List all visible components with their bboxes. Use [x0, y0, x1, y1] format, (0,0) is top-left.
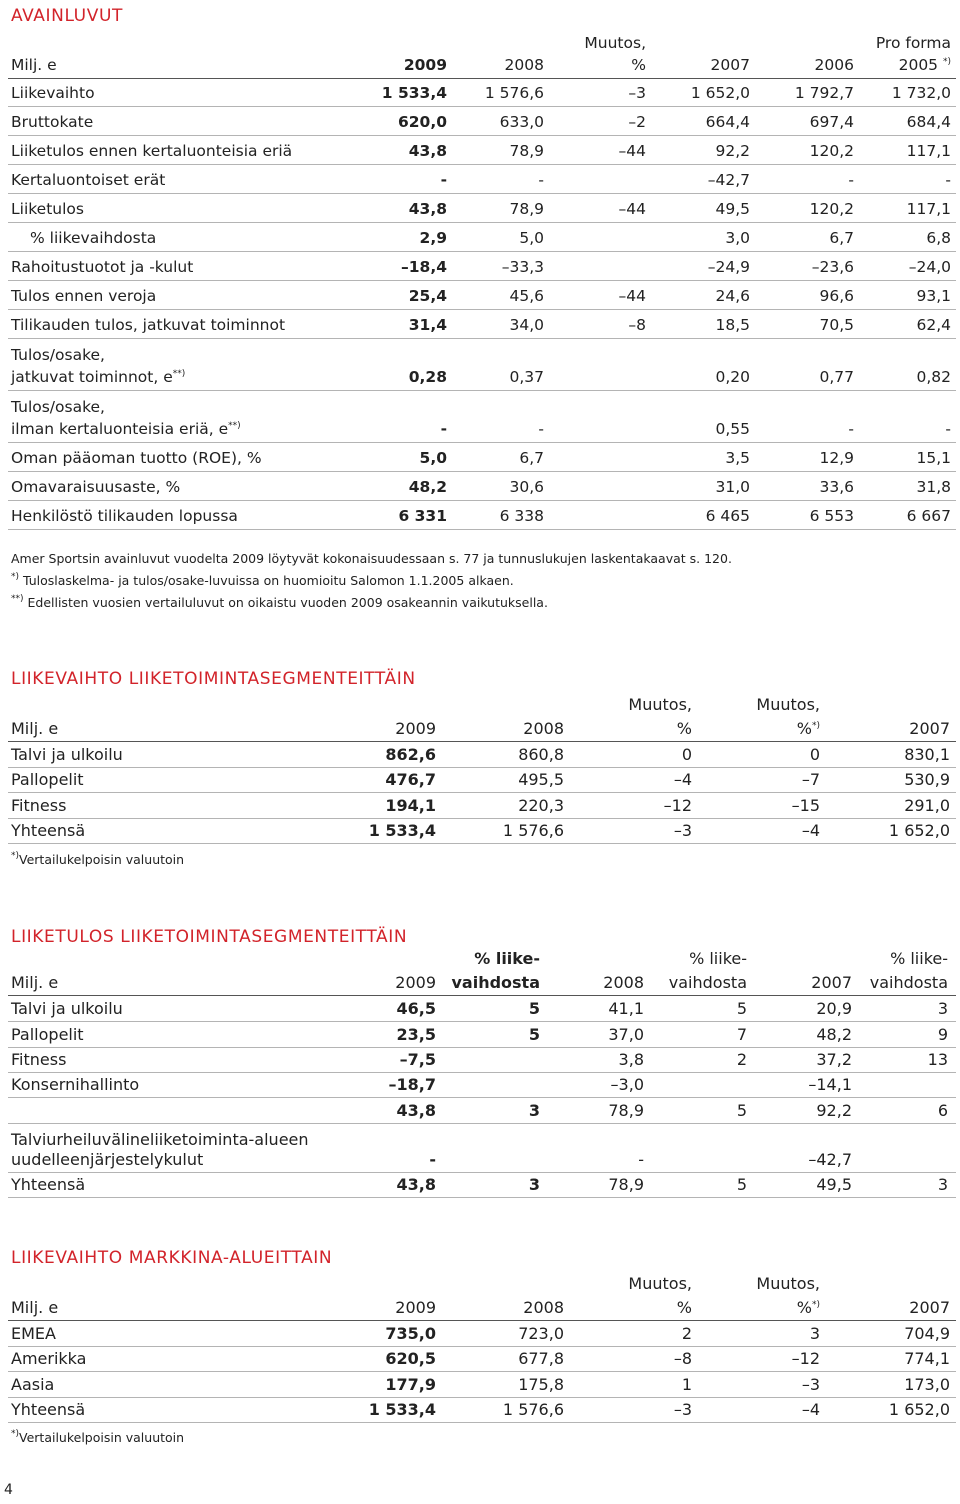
note-liikevaihto-markkina: *)Vertailukelpoisin valuutoin — [11, 1429, 185, 1445]
cell-v2009: 0,28 — [408, 368, 447, 386]
cell-v2009: 25,4 — [408, 287, 447, 305]
row-divider — [8, 500, 956, 501]
cell-v2009: 2,9 — [419, 229, 447, 247]
row-divider — [8, 164, 956, 165]
cell-v2008: 30,6 — [509, 478, 544, 496]
cell-v2008: 1 576,6 — [502, 821, 564, 840]
cell-v2007: 664,4 — [705, 113, 750, 131]
cell-v2007: 92,2 — [715, 142, 750, 160]
cell-m2: –7 — [801, 770, 820, 789]
cell-v2008: 6,7 — [519, 449, 544, 467]
row-label: Yhteensä — [11, 1175, 86, 1194]
cell-v2008: 34,0 — [509, 316, 544, 334]
row-label-footnote: **) — [228, 421, 241, 431]
header-milj: Milj. e — [11, 973, 59, 992]
header-2007: 2007 — [710, 56, 750, 74]
row-label: Liiketulos — [11, 200, 84, 218]
section-title-liiketulos-segmentit: LIIKETULOS LIIKETOIMINTASEGMENTEITTÄIN — [11, 927, 408, 947]
row-label: Omavaraisuusaste, % — [11, 478, 181, 496]
header-muutos-pct: % — [676, 719, 692, 738]
row-label: Pallopelit — [11, 1025, 84, 1044]
cell-v2006: 96,6 — [819, 287, 854, 305]
cell-v2007: 1 652,0 — [888, 821, 950, 840]
row-label — [11, 368, 185, 386]
row-divider — [8, 251, 956, 252]
cell-v2006: 1 792,7 — [794, 84, 854, 102]
row-divider — [8, 1047, 956, 1048]
cell-v2005: 117,1 — [906, 200, 951, 218]
cell-m2: –3 — [801, 1375, 820, 1394]
row-divider — [8, 818, 956, 819]
row-label: uudelleenjärjestelykulut — [11, 1150, 204, 1169]
row-divider — [8, 1371, 956, 1372]
cell-v2008: 175,8 — [518, 1375, 564, 1394]
row-divider — [8, 1397, 956, 1398]
cell-v2005: 93,1 — [916, 287, 951, 305]
cell-v2008: 78,9 — [608, 1101, 644, 1120]
cell-v2008: - — [638, 1150, 644, 1169]
cell-v2009: - — [440, 420, 447, 438]
row-divider — [8, 471, 956, 472]
header-2009: 2009 — [403, 56, 447, 74]
cell-v2009: 48,2 — [408, 478, 447, 496]
row-label: Liiketulos ennen kertaluonteisia eriä — [11, 142, 293, 160]
cell-v2009: - — [440, 171, 447, 189]
cell-v2009: 23,5 — [396, 1025, 436, 1044]
row-divider — [8, 767, 956, 768]
note-liikevaihto-segmentit: *)Vertailukelpoisin valuutoin — [11, 851, 185, 867]
header-milj: Milj. e — [11, 56, 57, 74]
cell-v2009: 5,0 — [419, 449, 447, 467]
cell-v2007: 49,5 — [816, 1175, 852, 1194]
header-2006: 2006 — [814, 56, 854, 74]
cell-chg: –3 — [628, 84, 646, 102]
cell-v2009: 43,8 — [396, 1101, 436, 1120]
cell-p2008: 5 — [736, 1101, 747, 1120]
cell-v2009: 46,5 — [396, 999, 436, 1018]
row-label: Yhteensä — [11, 821, 86, 840]
cell-v2007: 530,9 — [904, 770, 950, 789]
cell-v2008: 78,9 — [509, 200, 544, 218]
page-number: 4 — [4, 1482, 13, 1498]
cell-v2006: - — [848, 171, 854, 189]
header-muutos: Muutos, — [584, 34, 646, 52]
cell-p2008: 7 — [736, 1025, 747, 1044]
cell-m2: –15 — [791, 796, 820, 815]
section-title-avainluvut: AVAINLUVUT — [11, 6, 123, 26]
row-divider — [8, 1021, 956, 1022]
row-label: Konsernihallinto — [11, 1075, 140, 1094]
cell-chg: –2 — [628, 113, 646, 131]
header-pct-2009: % liike- — [474, 949, 540, 968]
cell-v2008: 45,6 — [509, 287, 544, 305]
row-label: Tilikauden tulos, jatkuvat toiminnot — [11, 316, 286, 334]
cell-v2009: 862,6 — [385, 745, 436, 764]
header-muutos-fx: Muutos, — [756, 1274, 820, 1293]
cell-v2005: 0,82 — [916, 368, 951, 386]
header-muutos-fx-pct: %*) — [796, 1298, 820, 1317]
row-label: Henkilöstö tilikauden lopussa — [11, 507, 238, 525]
row-divider — [8, 280, 956, 281]
cell-v2007: 1 652,0 — [888, 1400, 950, 1419]
cell-v2005: - — [945, 171, 951, 189]
cell-v2008: 723,0 — [518, 1324, 564, 1343]
cell-v2008: 633,0 — [499, 113, 544, 131]
cell-v2009: 1 533,4 — [368, 1400, 436, 1419]
cell-v2009: 735,0 — [385, 1324, 436, 1343]
row-label: Pallopelit — [11, 770, 84, 789]
header-2007: 2007 — [811, 973, 852, 992]
cell-v2008: 677,8 — [518, 1349, 564, 1368]
cell-v2005: 1 732,0 — [891, 84, 951, 102]
header-divider — [8, 1320, 956, 1321]
row-label-text: jatkuvat toiminnot, e — [11, 368, 173, 386]
row-label-line1: Tulos/osake, — [11, 346, 105, 364]
row-label: Rahoitustuotot ja -kulut — [11, 258, 194, 276]
cell-v2005: 6 667 — [906, 507, 951, 525]
cell-chg: –8 — [628, 316, 646, 334]
cell-v2008: 495,5 — [518, 770, 564, 789]
cell-v2006: 6 553 — [809, 507, 854, 525]
row-label-line1: Tulos/osake, — [11, 398, 105, 416]
header-2007: 2007 — [909, 719, 950, 738]
cell-v2007: –42,7 — [707, 171, 750, 189]
cell-v2009: 43,8 — [396, 1175, 436, 1194]
row-label: Fitness — [11, 796, 67, 815]
row-divider — [8, 792, 956, 793]
cell-p2007: 9 — [937, 1025, 948, 1044]
cell-v2007: –14,1 — [808, 1075, 852, 1094]
cell-v2007: 48,2 — [816, 1025, 852, 1044]
cell-chg: –44 — [618, 200, 646, 218]
cell-p2008: 2 — [736, 1050, 747, 1069]
cell-chg: –44 — [618, 142, 646, 160]
row-label: Yhteensä — [11, 1400, 86, 1419]
row-label: Tulos ennen veroja — [11, 287, 157, 305]
cell-v2005: 31,8 — [916, 478, 951, 496]
row-divider — [8, 338, 956, 339]
cell-v2008: 0,37 — [509, 368, 544, 386]
cell-v2005: 117,1 — [906, 142, 951, 160]
cell-m2: 3 — [809, 1324, 820, 1343]
row-label: Aasia — [11, 1375, 55, 1394]
cell-v2009: 620,0 — [397, 113, 447, 131]
cell-v2007: 774,1 — [904, 1349, 950, 1368]
cell-v2007: 830,1 — [904, 745, 950, 764]
cell-v2007: 37,2 — [816, 1050, 852, 1069]
row-label: Amerikka — [11, 1349, 87, 1368]
header-2008: 2008 — [504, 56, 544, 74]
row-label: Talvi ja ulkoilu — [11, 745, 123, 764]
header-pct-2008-b: vaihdosta — [668, 973, 747, 992]
row-divider — [8, 106, 956, 107]
header-pct-2007: % liike- — [890, 949, 948, 968]
cell-m1: 1 — [681, 1375, 692, 1394]
note-avainluvut-2: *) Tuloslaskelma- ja tulos/osake-luvuissa on huomioitu Salomon 1.1.2005 alkaen. — [11, 572, 514, 588]
cell-v2009: - — [429, 1150, 436, 1169]
cell-v2008: 6 338 — [499, 507, 544, 525]
header-divider — [8, 741, 956, 742]
cell-p2008: 5 — [736, 1175, 747, 1194]
header-2009: 2009 — [395, 1298, 436, 1317]
cell-v2006: 70,5 — [819, 316, 854, 334]
header-muutos-fx: Muutos, — [756, 695, 820, 714]
cell-v2008: 78,9 — [608, 1175, 644, 1194]
row-divider — [8, 1072, 956, 1073]
cell-v2007: 0,55 — [715, 420, 750, 438]
cell-p2007: 3 — [937, 999, 948, 1018]
cell-v2008: 220,3 — [518, 796, 564, 815]
cell-v2006: 697,4 — [809, 113, 854, 131]
header-muutos-pct: % — [631, 56, 646, 74]
cell-v2007: 20,9 — [816, 999, 852, 1018]
header-muutos: Muutos, — [628, 695, 692, 714]
cell-m1: 2 — [681, 1324, 692, 1343]
row-divider — [8, 1346, 956, 1347]
cell-p2009: 5 — [528, 1025, 540, 1044]
cell-p2009: 3 — [528, 1175, 540, 1194]
cell-v2008: 3,8 — [618, 1050, 644, 1069]
cell-m2: –4 — [801, 821, 820, 840]
row-label: Kertaluontoiset erät — [11, 171, 166, 189]
header-muutos-pct: % — [676, 1298, 692, 1317]
cell-p2007: 13 — [927, 1050, 948, 1069]
cell-v2007: 31,0 — [715, 478, 750, 496]
note-avainluvut-1: Amer Sportsin avainluvut vuodelta 2009 löytyvät kokonaisuudessaan s. 77 ja tunnuslukujen laskentakaavat s. 120. — [11, 551, 732, 566]
row-label: Talvi ja ulkoilu — [11, 999, 123, 1018]
header-2008: 2008 — [523, 1298, 564, 1317]
cell-v2007: 92,2 — [816, 1101, 852, 1120]
row-divider — [8, 1172, 956, 1173]
cell-v2008: 78,9 — [509, 142, 544, 160]
header-pct-2008: % liike- — [689, 949, 747, 968]
cell-m2: –12 — [791, 1349, 820, 1368]
row-divider — [8, 135, 956, 136]
row-divider — [8, 222, 956, 223]
cell-v2007: –24,9 — [707, 258, 750, 276]
cell-v2009: 1 533,4 — [381, 84, 447, 102]
cell-v2008: –33,3 — [501, 258, 544, 276]
cell-v2009: 43,8 — [408, 142, 447, 160]
row-label: Bruttokate — [11, 113, 94, 131]
cell-v2009: 194,1 — [385, 796, 436, 815]
header-2008: 2008 — [603, 973, 644, 992]
header-muutos-fx-pct: %*) — [796, 719, 820, 738]
cell-v2008: - — [538, 420, 544, 438]
cell-v2008: 41,1 — [608, 999, 644, 1018]
cell-v2007: 6 465 — [705, 507, 750, 525]
cell-v2006: 120,2 — [809, 142, 854, 160]
cell-v2006: - — [848, 420, 854, 438]
header-2007: 2007 — [909, 1298, 950, 1317]
cell-p2008: 5 — [736, 999, 747, 1018]
section-title-liikevaihto-segmentit: LIIKEVAIHTO LIIKETOIMINTASEGMENTEITTÄIN — [11, 669, 416, 689]
cell-m2: 0 — [809, 745, 820, 764]
cell-v2008: 5,0 — [519, 229, 544, 247]
header-pct-2009-b: vaihdosta — [451, 973, 540, 992]
cell-v2007: 173,0 — [904, 1375, 950, 1394]
cell-v2008: –3,0 — [610, 1075, 644, 1094]
header-2005: 2005 *) — [898, 56, 951, 74]
cell-v2005: 15,1 — [916, 449, 951, 467]
cell-v2005: 6,8 — [926, 229, 951, 247]
cell-m1: –12 — [663, 796, 692, 815]
cell-v2006: 6,7 — [829, 229, 854, 247]
cell-v2006: 33,6 — [819, 478, 854, 496]
cell-v2008: 37,0 — [608, 1025, 644, 1044]
cell-v2008: 860,8 — [518, 745, 564, 764]
cell-m1: –3 — [673, 1400, 692, 1419]
row-label: % liikevaihdosta — [30, 229, 157, 247]
cell-v2007: 291,0 — [904, 796, 950, 815]
row-divider — [8, 1197, 956, 1198]
row-divider — [8, 390, 956, 391]
cell-v2007: 1 652,0 — [690, 84, 750, 102]
cell-v2009: –7,5 — [399, 1050, 436, 1069]
section-title-liikevaihto-markkina: LIIKEVAIHTO MARKKINA-ALUEITTAIN — [11, 1248, 333, 1268]
cell-v2007: 24,6 — [715, 287, 750, 305]
row-divider — [8, 529, 956, 530]
cell-p2009: 5 — [528, 999, 540, 1018]
cell-v2009: 1 533,4 — [368, 821, 436, 840]
cell-v2007: 49,5 — [715, 200, 750, 218]
row-divider — [8, 843, 956, 844]
row-label-line1: Talviurheiluvälineliiketoiminta-alueen — [11, 1130, 309, 1149]
cell-v2009: –18,7 — [388, 1075, 436, 1094]
cell-m1: –4 — [673, 770, 692, 789]
cell-v2008: 1 576,6 — [484, 84, 544, 102]
cell-v2005: - — [945, 420, 951, 438]
cell-v2009: 6 331 — [398, 507, 447, 525]
cell-v2009: 476,7 — [385, 770, 436, 789]
cell-v2006: 0,77 — [819, 368, 854, 386]
row-label-footnote: **) — [172, 369, 186, 379]
cell-v2007: 704,9 — [904, 1324, 950, 1343]
row-divider — [8, 442, 956, 443]
cell-v2009: 31,4 — [408, 316, 447, 334]
header-divider — [8, 78, 956, 79]
cell-chg: –44 — [618, 287, 646, 305]
cell-m1: 0 — [681, 745, 692, 764]
header-2009: 2009 — [395, 973, 436, 992]
header-2008: 2008 — [523, 719, 564, 738]
row-label: Fitness — [11, 1050, 67, 1069]
header-milj: Milj. e — [11, 1298, 59, 1317]
cell-v2009: 43,8 — [408, 200, 447, 218]
header-pct-2007-b: vaihdosta — [869, 973, 948, 992]
cell-v2009: 177,9 — [385, 1375, 436, 1394]
header-divider — [8, 995, 956, 996]
cell-v2005: –24,0 — [908, 258, 951, 276]
row-label — [11, 420, 241, 438]
cell-m2: –4 — [801, 1400, 820, 1419]
cell-p2007: 3 — [937, 1175, 948, 1194]
cell-v2007: –42,7 — [808, 1150, 852, 1169]
row-divider — [8, 309, 956, 310]
cell-v2009: 620,5 — [385, 1349, 436, 1368]
row-label: EMEA — [11, 1324, 56, 1343]
cell-v2007: 3,0 — [725, 229, 750, 247]
cell-v2006: 12,9 — [819, 449, 854, 467]
header-proforma: Pro forma — [875, 34, 951, 52]
note-avainluvut-3: **) Edellisten vuosien vertailuluvut on oikaistu vuoden 2009 osakeannin vaikutuksella. — [11, 594, 548, 610]
row-divider — [8, 1123, 956, 1124]
cell-v2007: 18,5 — [715, 316, 750, 334]
row-divider — [8, 1097, 956, 1098]
row-label-text: ilman kertaluonteisia eriä, e — [11, 420, 229, 438]
cell-m1: –8 — [673, 1349, 692, 1368]
cell-v2006: 120,2 — [809, 200, 854, 218]
row-label: Liikevaihto — [11, 84, 95, 102]
cell-p2009: 3 — [528, 1101, 540, 1120]
row-label: Oman pääoman tuotto (ROE), % — [11, 449, 262, 467]
cell-v2008: - — [538, 171, 544, 189]
cell-v2005: 62,4 — [916, 316, 951, 334]
cell-v2007: 0,20 — [715, 368, 750, 386]
cell-v2005: 684,4 — [906, 113, 951, 131]
header-milj: Milj. e — [11, 719, 59, 738]
cell-m1: –3 — [673, 821, 692, 840]
header-2009: 2009 — [395, 719, 436, 738]
cell-p2007: 6 — [937, 1101, 948, 1120]
cell-v2009: –18,4 — [401, 258, 447, 276]
cell-v2006: –23,6 — [811, 258, 854, 276]
cell-v2008: 1 576,6 — [502, 1400, 564, 1419]
row-divider — [8, 193, 956, 194]
header-muutos: Muutos, — [628, 1274, 692, 1293]
row-divider — [8, 1422, 956, 1423]
cell-v2007: 3,5 — [725, 449, 750, 467]
